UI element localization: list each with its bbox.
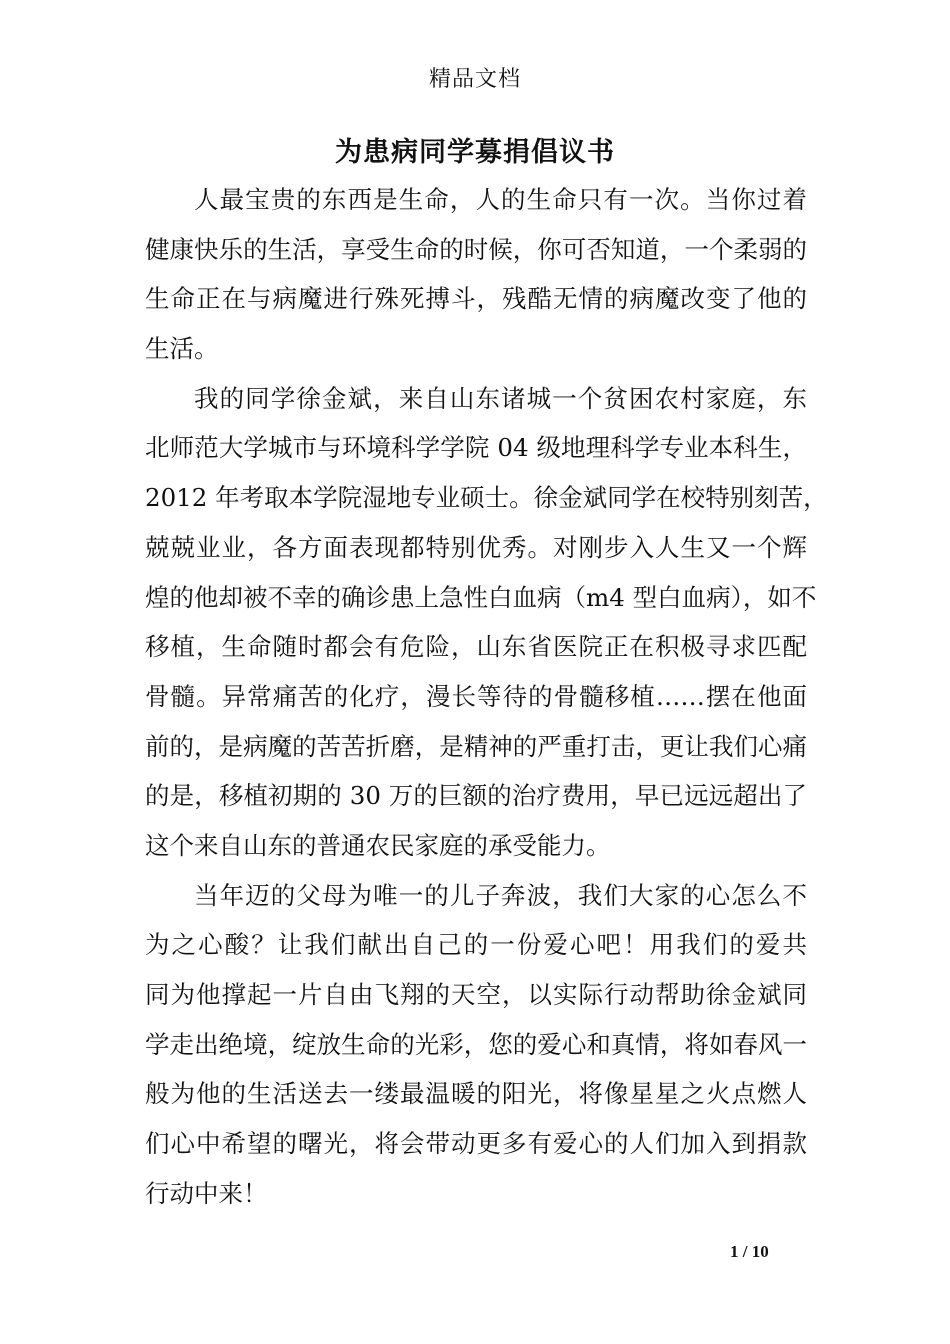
paragraph-line: 兢兢业业，各方面表现都特别优秀。对刚步入人生又一个辉 [145, 532, 807, 562]
paragraph-line: 的是，移植初期的 30 万的巨额的治疗费用，早已远远超出了 [145, 781, 807, 811]
page-number: 1 / 10 [730, 1242, 769, 1261]
paragraph-line: 当年迈的父母为唯一的儿子奔波，我们大家的心怎么不 [194, 880, 807, 910]
page-header: 精品文档 [428, 67, 521, 92]
paragraph-line: 2012 年考取本学院湿地专业硕士。徐金斌同学在校特别刻苦， [145, 483, 828, 513]
document-title: 为患病同学募捐倡议书 [335, 137, 615, 168]
document-body [145, 175, 828, 1218]
paragraph-line: 般为他的生活送去一缕最温暖的阳光，将像星星之火点燃人 [145, 1079, 807, 1109]
paragraph-line: 生活。 [145, 334, 219, 364]
paragraph-line: 为之心酸？让我们献出自己的一份爱心吧！用我们的爱共 [145, 930, 807, 960]
paragraph-line: 煌的他却被不幸的确诊患上急性白血病（m4 型白血病），如不 [145, 582, 817, 612]
paragraph-line: 们心中希望的曙光，将会带动更多有爱心的人们加入到捐款 [145, 1129, 807, 1159]
paragraph-1 [145, 175, 807, 374]
paragraph-line: 人最宝贵的东西是生命，人的生命只有一次。当你过着 [194, 185, 807, 214]
paragraph-2 [145, 374, 828, 871]
paragraph-line: 我的同学徐金斌，来自山东诸城一个贫困农村家庭，东 [194, 383, 807, 413]
paragraph-line: 生命正在与病魔进行殊死搏斗，残酷无情的病魔改变了他的 [145, 284, 807, 314]
paragraph-line: 这个来自山东的普通农民家庭的承受能力。 [145, 830, 611, 860]
paragraph-line: 行动中来！ [145, 1178, 268, 1208]
paragraph-line: 学走出绝境，绽放生命的光彩，您的爱心和真情，将如春风一 [145, 1029, 807, 1059]
paragraph-line: 前的，是病魔的苦苦折磨，是精神的严重打击，更让我们心痛 [145, 731, 807, 761]
paragraph-line: 健康快乐的生活，享受生命的时候，你可否知道，一个柔弱的 [145, 234, 807, 264]
paragraph-line: 移植，生命随时都会有危险，山东省医院正在积极寻求匹配 [145, 632, 807, 662]
paragraph-line: 同为他撑起一片自由飞翔的天空，以实际行动帮助徐金斌同 [145, 980, 807, 1009]
paragraph-line: 骨髓。异常痛苦的化疗，漫长等待的骨髓移植……摆在他面 [145, 681, 807, 711]
paragraph-line: 北师范大学城市与环境科学学院 04 级地理科学专业本科生， [145, 433, 807, 463]
paragraph-3 [145, 871, 807, 1219]
